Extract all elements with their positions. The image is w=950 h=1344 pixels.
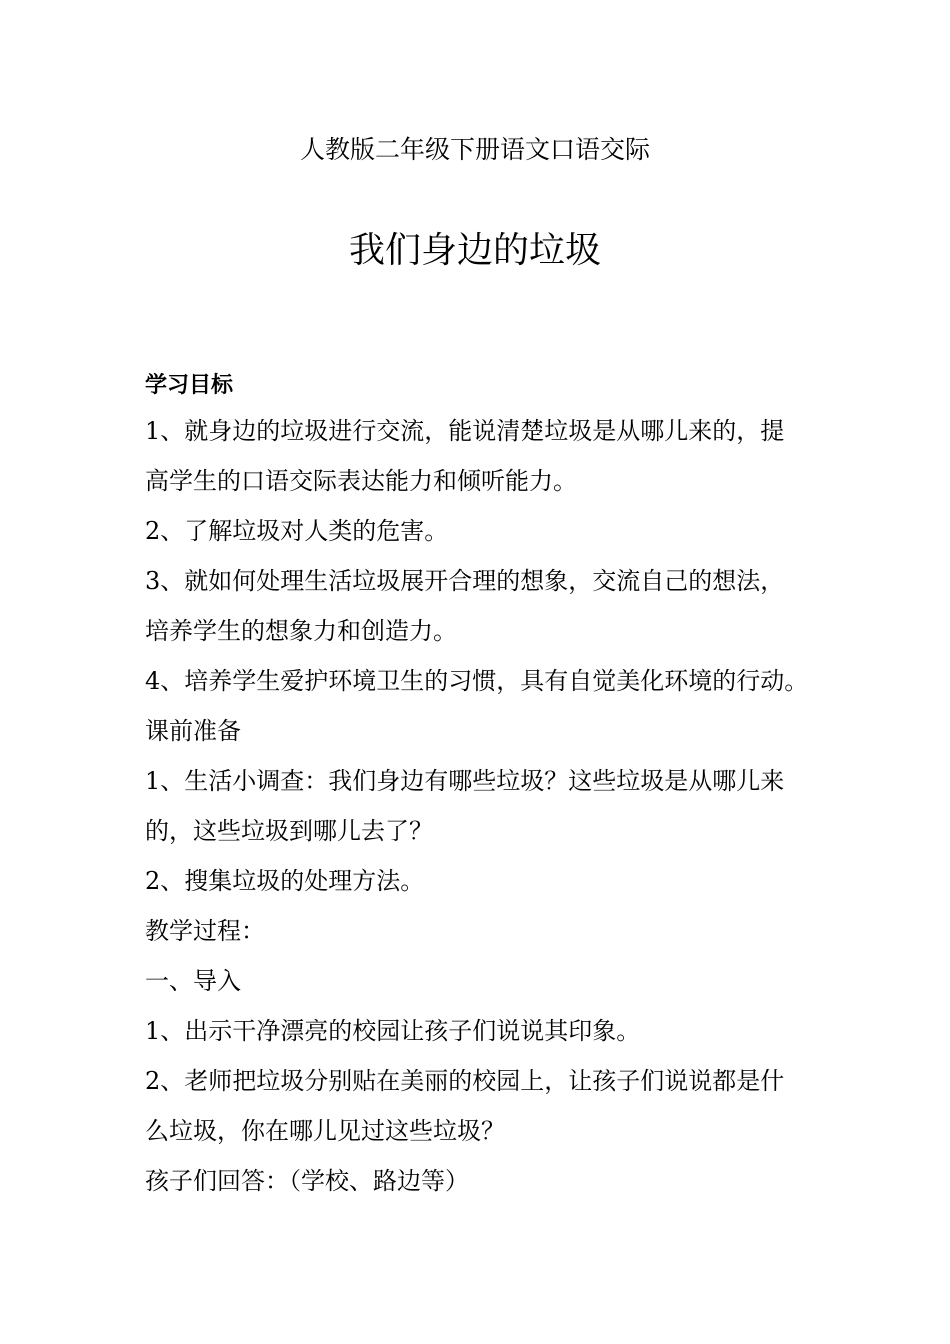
goal-4: 4、培养学生爱护环境卫生的习惯，具有自觉美化环境的行动。 (145, 667, 809, 695)
subsection-heading-intro: 一、导入 (145, 967, 241, 995)
goal-2: 2、了解垃圾对人类的危害。 (145, 517, 449, 545)
prep-2: 2、搜集垃圾的处理方法。 (145, 867, 425, 895)
goal-3-line-2: 培养学生的想象力和创造力。 (145, 617, 457, 645)
goal-3-line-1: 3、就如何处理生活垃圾展开合理的想象，交流自己的想法， (145, 567, 785, 595)
prep-1-line-2: 的，这些垃圾到哪儿去了？ (145, 817, 433, 845)
goal-1-line-1: 1、就身边的垃圾进行交流，能说清楚垃圾是从哪儿来的，提 (145, 417, 785, 445)
section-heading-teaching-process: 教学过程： (145, 917, 265, 945)
intro-step-2-line-1: 2、老师把垃圾分别贴在美丽的校园上，让孩子们说说都是什 (145, 1067, 785, 1095)
intro-step-1: 1、出示干净漂亮的校园让孩子们说说其印象。 (145, 1017, 641, 1045)
document-title: 我们身边的垃圾 (348, 230, 601, 271)
intro-step-2-line-2: 么垃圾，你在哪儿见过这些垃圾？ (145, 1117, 505, 1145)
section-heading-preparation: 课前准备 (145, 717, 241, 745)
children-answer: 孩子们回答：（学校、路边等） (145, 1167, 469, 1195)
document-subtitle: 人教版二年级下册语文口语交际 (299, 135, 650, 164)
prep-1-line-1: 1、生活小调查：我们身边有哪些垃圾？这些垃圾是从哪儿来 (145, 767, 785, 795)
goal-1-line-2: 高学生的口语交际表达能力和倾听能力。 (145, 467, 577, 495)
document-body (145, 366, 835, 1206)
section-heading-learning-goals: 学习目标 (145, 373, 234, 398)
